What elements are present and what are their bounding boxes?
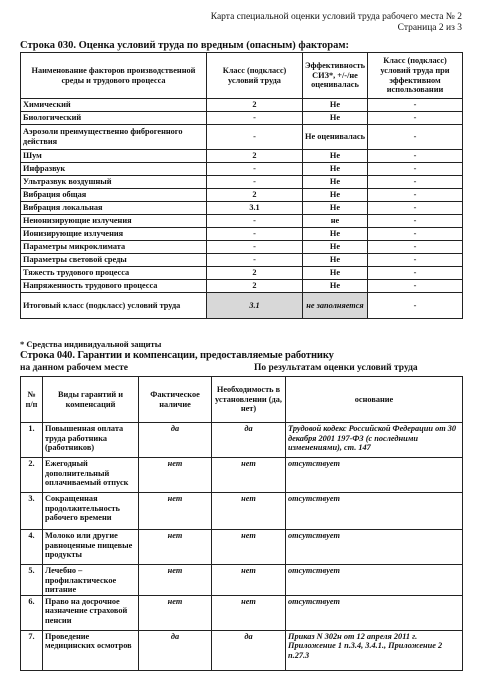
factor-name: Инфразвук xyxy=(21,163,207,176)
guarantee-row xyxy=(21,630,463,670)
guarantee-kind: Сокращенная продолжительность рабочего времени xyxy=(43,493,139,530)
factor-row xyxy=(21,241,463,254)
factor-class-with-ppe: - xyxy=(368,241,463,254)
guarantee-necessity: нет xyxy=(212,530,286,565)
factor-ppe-efficiency: Не xyxy=(303,99,368,112)
col-basis: основание xyxy=(286,377,463,423)
page-number: Страница 2 из 3 xyxy=(397,23,462,33)
factor-class-with-ppe: - xyxy=(368,189,463,202)
guarantee-kind: Право на досрочное назначение страховой пенсии xyxy=(43,595,139,630)
guarantee-row xyxy=(21,493,463,530)
factor-class: - xyxy=(207,112,303,125)
guarantee-basis: отсутствует xyxy=(286,530,463,565)
factor-row xyxy=(21,228,463,241)
guarantee-kind: Лечебно – профилактическое питание xyxy=(43,565,139,596)
guarantee-actual: нет xyxy=(139,565,212,596)
factor-ppe-efficiency: Не xyxy=(303,189,368,202)
factor-class: 2 xyxy=(207,150,303,163)
factor-name: Ионизирующие излучения xyxy=(21,228,207,241)
total-row xyxy=(21,293,463,319)
guarantee-basis: отсутствует xyxy=(286,565,463,596)
col-number: № п/п xyxy=(21,377,43,423)
factor-class: - xyxy=(207,254,303,267)
factor-name: Аэрозоли преимущественно фиброгенного действия xyxy=(21,125,207,150)
factor-ppe-efficiency: Не xyxy=(303,228,368,241)
guarantee-number: 6. xyxy=(21,595,43,630)
factor-row xyxy=(21,99,463,112)
factor-class-with-ppe: - xyxy=(368,112,463,125)
guarantee-number: 2. xyxy=(21,458,43,493)
factor-name: Параметры микроклимата xyxy=(21,241,207,254)
total-class: 3.1 xyxy=(207,293,303,319)
factor-ppe-efficiency: Не xyxy=(303,163,368,176)
total-ppe-efficiency: не заполняется xyxy=(303,293,368,319)
factor-class: - xyxy=(207,241,303,254)
factor-name: Вибрация локальная xyxy=(21,202,207,215)
factor-row xyxy=(21,112,463,125)
factors-table xyxy=(20,52,463,319)
guarantee-necessity: нет xyxy=(212,595,286,630)
factor-class-with-ppe: - xyxy=(368,150,463,163)
factor-name: Химический xyxy=(21,99,207,112)
guarantee-kind: Повышенная оплата труда работника (работников) xyxy=(43,423,139,458)
guarantee-number: 5. xyxy=(21,565,43,596)
factors-header-row xyxy=(21,53,463,99)
factor-class: - xyxy=(207,125,303,150)
factor-ppe-efficiency: Не xyxy=(303,267,368,280)
col-factor-name: Наименование факторов производственной среды и трудового процесса xyxy=(21,53,207,99)
factor-ppe-efficiency: Не xyxy=(303,280,368,293)
ppe-footnote: * Средства индивидуальной защиты xyxy=(20,339,162,349)
guarantee-necessity: да xyxy=(212,630,286,670)
total-class-with-ppe: - xyxy=(368,293,463,319)
factor-name: Вибрация общая xyxy=(21,189,207,202)
factor-row xyxy=(21,215,463,228)
guarantee-necessity: нет xyxy=(212,493,286,530)
guarantee-row xyxy=(21,423,463,458)
guarantee-kind: Ежегодный дополнительный оплачиваемый отпуск xyxy=(43,458,139,493)
factor-class-with-ppe: - xyxy=(368,125,463,150)
factor-row xyxy=(21,280,463,293)
guarantees-header-row xyxy=(21,377,463,423)
factor-ppe-efficiency: Не оценивалась xyxy=(303,125,368,150)
guarantee-basis: отсутствует xyxy=(286,458,463,493)
factor-class-with-ppe: - xyxy=(368,99,463,112)
guarantee-necessity: нет xyxy=(212,458,286,493)
factor-ppe-efficiency: Не xyxy=(303,112,368,125)
section-030-title: Строка 030. Оценка условий труда по вредным (опасным) факторам: xyxy=(20,40,349,51)
col-class: Класс (подкласс) условий труда xyxy=(207,53,303,99)
factor-row xyxy=(21,254,463,267)
factor-row xyxy=(21,125,463,150)
guarantee-kind: Молоко или другие равноценные пищевые продукты xyxy=(43,530,139,565)
guarantee-actual: нет xyxy=(139,458,212,493)
col-actual: Фактическое наличие xyxy=(139,377,212,423)
factor-ppe-efficiency: Не xyxy=(303,176,368,189)
guarantee-basis: Трудовой кодекс Российской Федерации от 30 декабря 2001 197-ФЗ (с последними изменениями), ст. 147 xyxy=(286,423,463,458)
factor-class: - xyxy=(207,215,303,228)
guarantee-number: 7. xyxy=(21,630,43,670)
factor-name: Напряженность трудового процесса xyxy=(21,280,207,293)
factor-row xyxy=(21,267,463,280)
guarantee-actual: нет xyxy=(139,493,212,530)
section-040-subtitle-right: По результатам оценки условий труда xyxy=(254,363,418,373)
factor-ppe-efficiency: Не xyxy=(303,241,368,254)
factor-class-with-ppe: - xyxy=(368,176,463,189)
guarantee-kind: Проведение медицинских осмотров xyxy=(43,630,139,670)
col-ppe-efficiency: Эффективность СИЗ*, +/-/не оценивалась xyxy=(303,53,368,99)
factor-class-with-ppe: - xyxy=(368,228,463,241)
factor-name: Шум xyxy=(21,150,207,163)
factor-row xyxy=(21,163,463,176)
guarantee-basis: Приказ N 302н от 12 апреля 2011 г. Приложение 1 п.3.4, 3.4.1., Приложение 2 п.27.3 xyxy=(286,630,463,670)
factor-class-with-ppe: - xyxy=(368,254,463,267)
guarantee-actual: да xyxy=(139,630,212,670)
factor-class-with-ppe: - xyxy=(368,202,463,215)
guarantee-row xyxy=(21,530,463,565)
factor-class: 2 xyxy=(207,189,303,202)
factor-class: 2 xyxy=(207,99,303,112)
factor-class-with-ppe: - xyxy=(368,280,463,293)
factor-class: - xyxy=(207,228,303,241)
factor-ppe-efficiency: не xyxy=(303,215,368,228)
factor-class: - xyxy=(207,163,303,176)
factor-name: Неионизирующие излучения xyxy=(21,215,207,228)
factor-row xyxy=(21,202,463,215)
guarantee-necessity: да xyxy=(212,423,286,458)
factor-row xyxy=(21,150,463,163)
factor-ppe-efficiency: Не xyxy=(303,254,368,267)
guarantee-actual: нет xyxy=(139,530,212,565)
factor-class-with-ppe: - xyxy=(368,267,463,280)
col-kind: Виды гарантий и компенсаций xyxy=(43,377,139,423)
factor-row xyxy=(21,176,463,189)
guarantee-actual: да xyxy=(139,423,212,458)
factor-class-with-ppe: - xyxy=(368,163,463,176)
factor-class-with-ppe: - xyxy=(368,215,463,228)
col-class-with-ppe: Класс (подкласс) условий труда при эффективном использовании xyxy=(368,53,463,99)
guarantee-basis: отсутствует xyxy=(286,595,463,630)
factor-name: Биологический xyxy=(21,112,207,125)
guarantee-row xyxy=(21,565,463,596)
guarantee-row xyxy=(21,595,463,630)
factor-class: 3.1 xyxy=(207,202,303,215)
guarantee-actual: нет xyxy=(139,595,212,630)
total-label: Итоговый класс (подкласс) условий труда xyxy=(21,293,207,319)
factor-row xyxy=(21,189,463,202)
guarantee-number: 1. xyxy=(21,423,43,458)
guarantee-row xyxy=(21,458,463,493)
guarantees-table xyxy=(20,376,463,671)
guarantee-number: 3. xyxy=(21,493,43,530)
card-header-title: Карта специальной оценки условий труда рабочего места № 2 xyxy=(210,12,462,22)
factor-ppe-efficiency: Не xyxy=(303,202,368,215)
factor-name: Параметры световой среды xyxy=(21,254,207,267)
factor-ppe-efficiency: Не xyxy=(303,150,368,163)
guarantee-necessity: нет xyxy=(212,565,286,596)
factor-name: Ультразвук воздушный xyxy=(21,176,207,189)
factor-class: 2 xyxy=(207,280,303,293)
guarantee-number: 4. xyxy=(21,530,43,565)
guarantee-basis: отсутствует xyxy=(286,493,463,530)
col-necessity: Необходимость в установлении (да, нет) xyxy=(212,377,286,423)
section-040-title: Строка 040. Гарантии и компенсации, предоставляемые работнику xyxy=(20,350,334,361)
factor-class: - xyxy=(207,176,303,189)
factor-class: 2 xyxy=(207,267,303,280)
factor-name: Тяжесть трудового процесса xyxy=(21,267,207,280)
section-040-subtitle: на данном рабочем месте xyxy=(20,363,129,373)
